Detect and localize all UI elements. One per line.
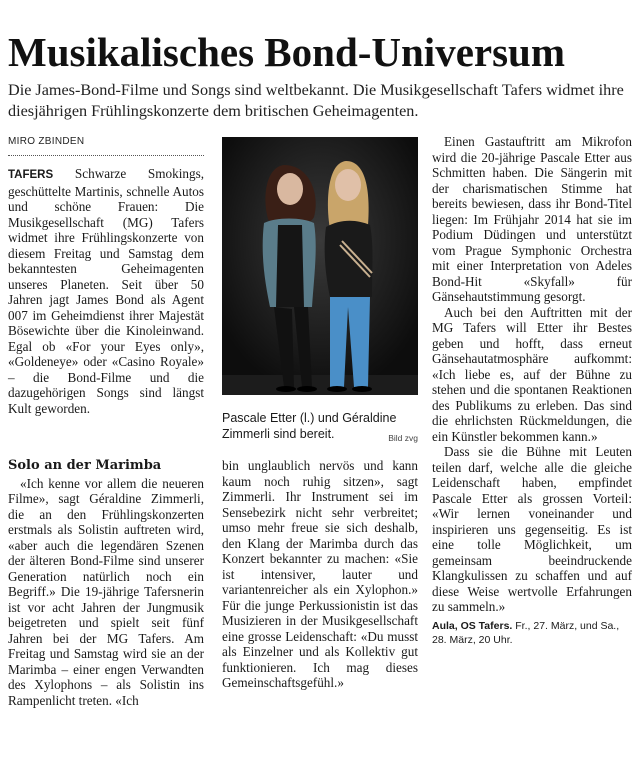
intro-paragraph <box>8 166 204 416</box>
headline: Musikalisches Bond-Universum <box>8 29 566 75</box>
column-1-paragraph: «Ich kenne vor allem die neueren Filme», sagt Géraldine Zimmerli, die an den Frühlingskonzerten erstmals als Solistin auftreten wird, «aber auch die legendären Szenen der älteren Bond-Filme sind unserer Generation natürlich noch ein Begriff.» Die 19-jährige Tafersnerin ist vor acht Jahren der Jungmusik beigetreten und spielt seit fünf Jahren bei der MG Tafers. Am Freitag und Samstag wird sie an der Marimba – einer engen Verwandten des Xylophons – als Solistin ins Rampenlicht treten. «Ich <box>8 475 204 708</box>
caption-text: Pascale Etter (l.) und Géraldine Zimmerli sind bereit. <box>222 411 397 441</box>
column-1-section <box>8 458 204 708</box>
column-3-paragraph-1: Einen Gastauftritt am Mikrofon wird die 20-jährige Pascale Etter aus Schmitten haben. Die Sängerin mit der charismatischen Stimme hat bereits bewiesen, dass ihr Bond-Titel liegen: Im Frühjahr 2014 hat sie im Podium Düdingen und unterstützt vom Prague Symphonic Orchestra mit einer Interpretation von Adeles Bond-Hit «Skyfall» für Gänsehautstimmung gesorgt. <box>432 134 632 304</box>
subhead: Solo an der Marimba <box>8 458 162 473</box>
photo-caption <box>222 410 418 446</box>
event-venue: Aula, OS Tafers. <box>432 619 513 632</box>
photo <box>222 137 418 395</box>
column-3-paragraph-3: Dass sie die Bühne mit Leuten teilen darf, welche alle die gleiche Leidenschaft haben, empfindet Pascale Etter als grossen Vorteil: «Wir lernen voneinander und inspirieren uns gegenseitig. Es ist eine tolle Möglichkeit, um gemeinsam beeindruckende Klangkulissen zu schaffen und auf diese Weise wertvolle Erfahrungen zu sammeln.» <box>432 444 632 614</box>
intro-text: Schwarze Smokings, geschüttelte Martinis, schnelle Autos und schöne Frauen: Die Musikgesellschaft (MG) Tafers widmet ihre Frühlingskonzerte von diesem Freitag und Samstag dem bekanntesten Geheimagenten unseres Planeten. Seit über 50 Jahren jagt James Bond als Agent 007 im Geheimdienst ihrer Majestät Bösewichte über die Kinoleinwand. Egal ob «For your Eyes only», «Goldeneye» oder «Casino Royale» – die Bond-Filme und die dazugehörigen Songs sind längst Kult geworden. <box>8 166 204 416</box>
photo-two-women-icon <box>222 137 418 395</box>
column-2-paragraph: bin unglaublich nervös und kann kaum noch ruhig sitzen», sagt Zimmerli. Ihr Instrument sei im Sensebezirk nicht sehr verbreitet; umso mehr freue sie sich deshalb, den Klang der Marimba durch das Konzert bekannter zu machen: «Sie ist intensiver, lauter und variantenreicher als ein Xylophon.» Für die junge Perkussionistin ist das Musizieren in der Musikgesellschaft eine grosse Leidenschaft: «Du musst als Einzelner und als Kollektiv gut funktionieren. Ich mag dieses Gemeinschaftsgefühl.» <box>222 458 418 690</box>
column-1-intro <box>8 166 204 416</box>
photo-credit: Bild zvg <box>388 433 418 443</box>
byline: MIRO ZBINDEN <box>8 136 204 156</box>
column-3-paragraph-2: Auch bei den Auftritten mit der MG Tafers will Etter ihr Bestes geben und hofft, dass erneut Gänsehautatmosphäre aufkommt: «Ich liebe es, auf der Bühne zu stehen und die spontanen Reaktionen des Publikums zu erleben. Das sind die ehrlichsten Rückmeldungen, die ein Künstler bekommen kann.» <box>432 304 632 444</box>
lead-paragraph: Die James-Bond-Filme und Songs sind weltbekannt. Die Musikgesellschaft Tafers widmet ihre diesjährigen Frühlingskonzerte dem britischen Geheimagenten. <box>8 81 624 120</box>
column-3 <box>432 134 632 647</box>
place-name: TAFERS <box>8 169 54 181</box>
event-info <box>432 619 632 647</box>
event-dates: Fr., 27. März, und Sa., 28. März, 20 Uhr. <box>432 619 620 646</box>
column-2 <box>222 458 418 691</box>
